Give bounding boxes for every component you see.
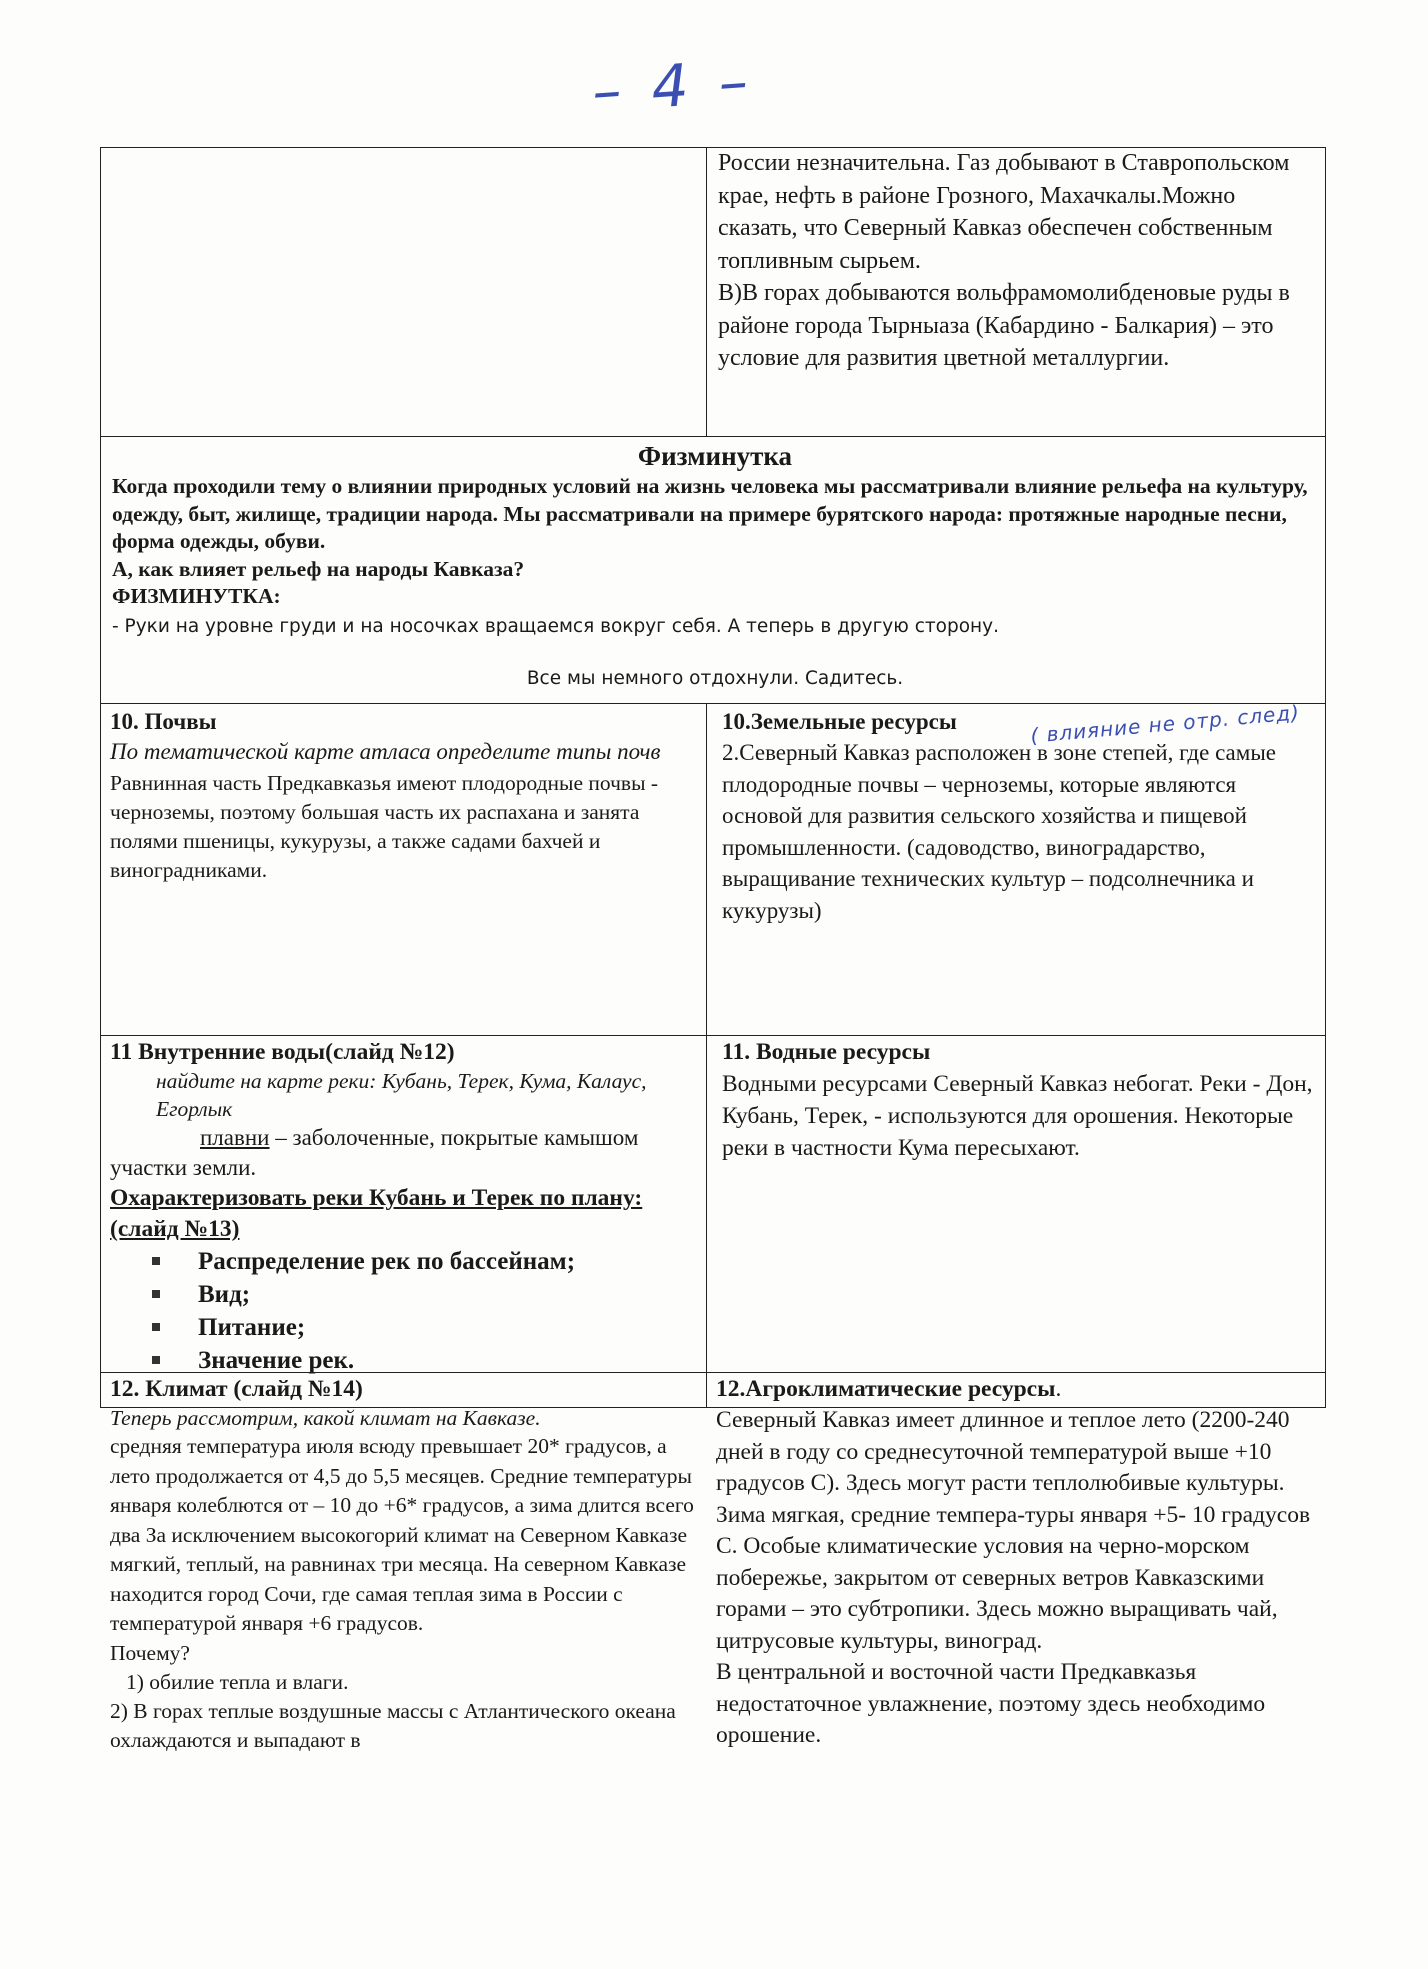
fizminutka-label: ФИЗМИНУТКА: — [112, 583, 281, 608]
water-resources-title: 11. Водные ресурсы — [722, 1039, 931, 1065]
list-item: Распределение рек по бассейнам; — [110, 1245, 704, 1278]
soils-left-cell — [110, 706, 704, 1035]
metals-resources-text: В)В горах добываются вольфрамомолибденовые руды в районе города Тырныаза (Кабардино - Балкария) – это условие для развития цветной металлургии. — [718, 280, 1290, 371]
list-item: Вид; — [110, 1278, 704, 1311]
row1-left-cell — [100, 147, 706, 436]
fizminutka-title: Физминутка — [637, 441, 793, 471]
row-divider — [100, 703, 1326, 704]
water-resources-text: Водными ресурсами Северный Кавказ небогат. Реки - Дон, Кубань, Терек, - используются для орошения. Некоторые реки в частности Кума пересыхают. — [722, 1071, 1313, 1161]
climate-right-cell — [716, 1374, 1324, 1808]
row-divider — [100, 1035, 1326, 1036]
water-title: 11 Внутренние воды(слайд №12) — [110, 1039, 455, 1065]
plavni-term: плавни — [200, 1125, 270, 1150]
page-number: – 4 – — [589, 46, 756, 126]
climate-reason-2: 2) В горах теплые воздушные массы с Атлантического океана охлаждаются и выпадают в — [110, 1698, 676, 1752]
agroclimate-title-text: 12.Агроклиматические ресурсы — [716, 1376, 1056, 1402]
row1-right-cell — [718, 147, 1318, 436]
fizminutka-section — [112, 437, 1318, 703]
agroclimate-title — [716, 1374, 1324, 1405]
column-divider — [706, 147, 707, 436]
water-right-cell — [722, 1037, 1322, 1372]
agroclimate-title-end: . — [1055, 1376, 1062, 1402]
rivers-plan-list — [110, 1245, 704, 1377]
plavni-definition — [110, 1123, 704, 1183]
list-item: Питание; — [110, 1311, 704, 1344]
list-item: Значение рек. — [110, 1344, 704, 1377]
climate-text: средняя температура июля всюду превышает 20* градусов, а лето продолжается от 4,5 до 5,5 месяцев. Средние температуры января колеблются от – 10 до +6* градусов, а зима длится всего два За исключением высокогорий климат на Северном Кавказе мягкий, теплый, на равнинах три месяца. На северном Кавказе находится город Сочи, где самая теплая зима в России с температурой января +6 градусов. — [110, 1434, 694, 1635]
climate-left-cell — [110, 1374, 704, 1808]
water-task: найдите на карте реки: Кубань, Терек, Кума, Калаус, Егорлык — [156, 1069, 647, 1121]
column-divider — [706, 703, 707, 1408]
fizminutka-intro: Когда проходили тему о влиянии природных условий на жизнь человека мы рассматривали влияние рельефа на культуру, одежду, быт, жилище, традиции народа. Мы рассматривали на примере бурятского народа: протяжные народные песни, форма одежды, обуви. — [112, 474, 1308, 553]
agroclimate-text: Северный Кавказ имеет длинное и теплое лето (2200-240 дней в году со среднесуточной температурой выше +10 градусов С). Здесь могут расти теплолюбивые культуры. Зима мягкая, средние темпера-туры января +5- 10 градусов С. Особые климатические условия на черно-морском побережье, закрытом от северных ветров Кавказскими горами – это субтропики. Здесь можно выращивать чай, цитрусовые культуры, виноград. — [716, 1407, 1311, 1654]
handwritten-note: ( влияние не отр. след) — [1029, 700, 1301, 748]
fuel-resources-text: России незначительна. Газ добывают в Ставропольском крае, нефть в районе Грозного, Махачкалы.Можно сказать, что Северный Кавказ обеспечен собственным топливным сырьем. — [718, 150, 1290, 274]
climate-reason-1: 1) обилие тепла и влаги. — [126, 1669, 349, 1694]
fizminutka-question: А, как влияет рельеф на народы Кавказа? — [112, 556, 525, 581]
fizminutka-exercise: - Руки на уровне груди и на носочках вращаемся вокруг себя. А теперь в другую сторону. — [112, 615, 999, 637]
climate-why: Почему? — [110, 1640, 190, 1665]
soils-text: Равнинная часть Предкавказья имеют плодородные почвы - черноземы, поэтому большая часть их распахана и занята полями пшеницы, кукурузы, а также садами бахчей и виноградниками. — [110, 771, 659, 882]
land-resources-text: 2.Северный Кавказ расположен в зоне степей, где самые плодородные почвы – черноземы, которые являются основой для развития сельского хозяйства и пищевой промышленности. (садоводство, виноградарство, выращивание технических культур – подсолнечника и кукурузы) — [722, 740, 1276, 923]
climate-title: 12. Климат (слайд №14) — [110, 1376, 363, 1402]
agroclimate-irrigation-text: В центральной и восточной части Предкавказья недостаточное увлажнение, поэтому здесь необходимо орошение. — [716, 1659, 1266, 1748]
land-resources-title: 10.Земельные ресурсы — [722, 709, 957, 734]
water-left-cell — [110, 1037, 704, 1372]
climate-task: Теперь рассмотрим, какой климат на Кавказе. — [110, 1406, 541, 1430]
soils-task: По тематической карте атласа определите типы почв — [110, 739, 661, 764]
fizminutka-closing: Все мы немного отдохнули. Садитесь. — [526, 667, 904, 689]
soils-title: 10. Почвы — [110, 709, 217, 734]
plavni-text: – заболоченные, покрытые камышом участки земли. — [110, 1125, 639, 1180]
rivers-plan-title: Охарактеризовать реки Кубань и Терек по плану:(слайд №13) — [110, 1185, 643, 1242]
soils-right-cell — [722, 706, 1322, 1035]
